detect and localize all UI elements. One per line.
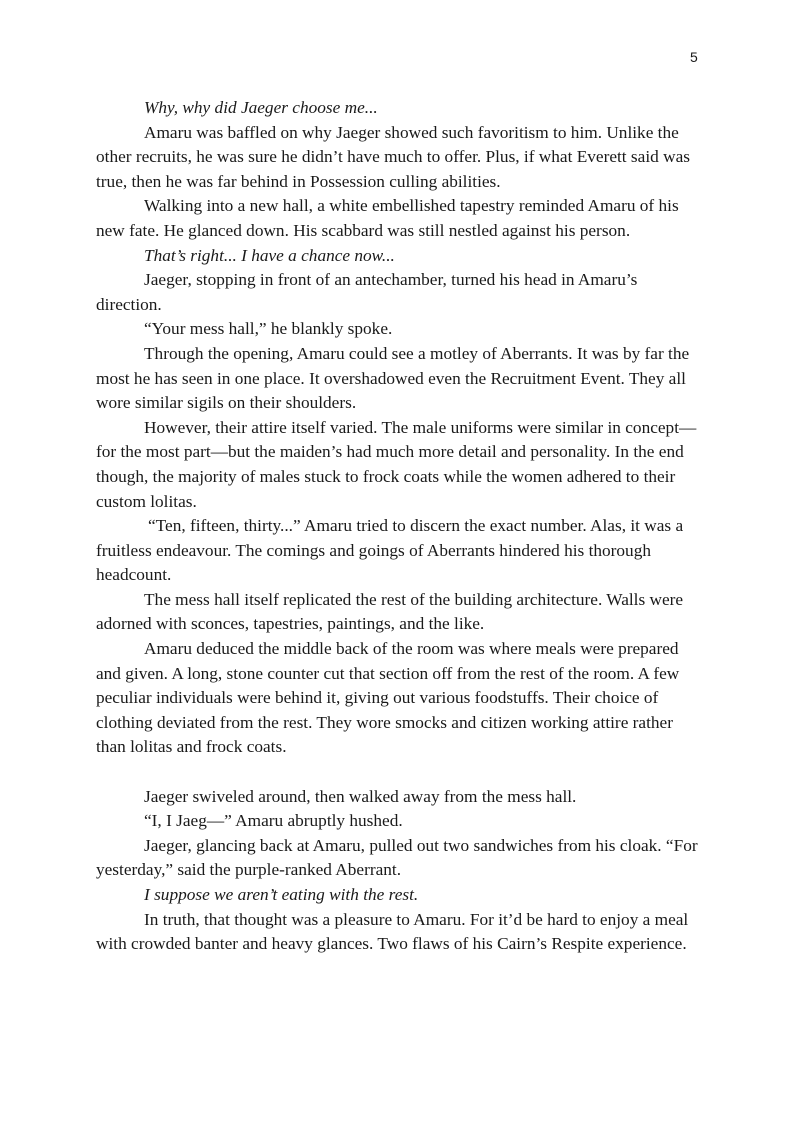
paragraph: The mess hall itself replicated the rest of the building architecture. Walls were adorned with sconces, tapestries, paintings, and the like. [96, 589, 684, 634]
paragraph: Amaru deduced the middle back of the room was where meals were prepared and given. A long, stone counter cut that section off from the rest of the room. A few peculiar individuals were behind it, giving out various foodstuffs. Their choice of clothing deviated from the rest. They wore smocks and citizen working attire rather than lolitas and frock coats. [96, 639, 680, 757]
paragraph: Amaru was baffled on why Jaeger showed such favoritism to him. Unlike the other recruits, he was sure he didn’t have much to offer. Plus, if what Everett said was true, then he was far behind in Possession culling abilities. [96, 122, 690, 191]
paragraph-dialogue: “Ten, fifteen, thirty...” Amaru tried to discern the exact number. Alas, it was a fruitless endeavour. The comings and goings of Aberrants hindered his thorough headcount. [96, 516, 684, 585]
paragraph: However, their attire itself varied. The male uniforms were similar in concept—for the most part—but the maiden’s had much more detail and personality. In the end though, the majority of males stuck to frock coats while the women adhered to their custom lolitas. [96, 417, 697, 511]
body-text [96, 96, 700, 957]
paragraph: Through the opening, Amaru could see a motley of Aberrants. It was by far the most he has seen in one place. It overshadowed even the Recruitment Event. They all wore similar sigils on their shoulders. [96, 343, 690, 413]
paragraph: In truth, that thought was a pleasure to Amaru. For it’d be hard to enjoy a meal with crowded banter and heavy glances. Two flaws of his Cairn’s Respite experience. [96, 909, 689, 954]
paragraph-dialogue: “Your mess hall,” he blankly spoke. [144, 319, 393, 339]
paragraph-italic-thought: I suppose we aren’t eating with the rest. [144, 885, 419, 904]
paragraph-italic-thought: That’s right... I have a chance now... [144, 245, 395, 265]
section-break [96, 760, 700, 785]
page-number: 5 [690, 49, 698, 65]
paragraph: Jaeger, stopping in front of an antechamber, turned his head in Amaru’s direction. [96, 270, 638, 314]
paragraph: Walking into a new hall, a white embellished tapestry reminded Amaru of his new fate. He glanced down. His scabbard was still nestled against his person. [96, 196, 679, 240]
paragraph: Jaeger, glancing back at Amaru, pulled out two sandwiches from his cloak. “For yesterday,” said the purple-ranked Aberrant. [96, 835, 698, 880]
paragraph: Jaeger swiveled around, then walked away from the mess hall. [144, 786, 577, 806]
paragraph-italic-thought: Why, why did Jaeger choose me... [144, 98, 378, 117]
paragraph-dialogue: “I, I Jaeg—” Amaru abruptly hushed. [144, 811, 403, 831]
